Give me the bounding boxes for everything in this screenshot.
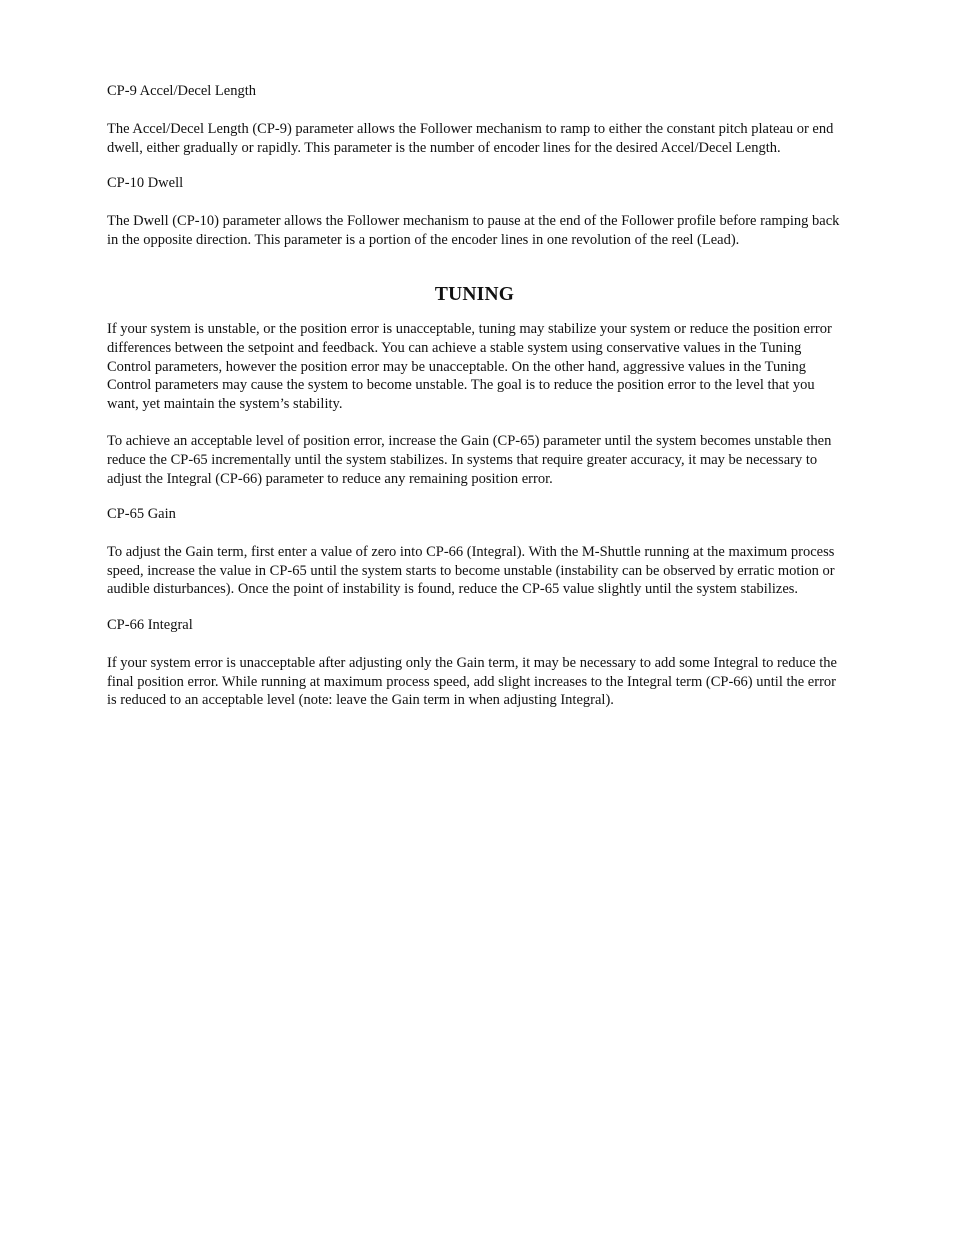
- cp9-paragraph: The Accel/Decel Length (CP-9) parameter allows the Follower mechanism to ramp to either the constant pitch plateau or end dwell, either gradually or rapidly. This parameter is the number of encoder lines for the desired Accel/Decel Length.: [107, 121, 834, 156]
- cp65-paragraph: To adjust the Gain term, first enter a value of zero into CP-66 (Integral). With the M-Shuttle running at the maximum process speed, increase the value in CP-65 until the system starts to become unstable (instability can be observed by erratic motion or audible disturbances). Once the point of instability is found, reduce the CP-65 value slightly until the system stabilizes.: [107, 544, 835, 598]
- tuning-intro-paragraph-1: If your system is unstable, or the position error is unacceptable, tuning may stabilize your system or reduce the position error differences between the setpoint and feedback. You can achieve a stable system using conservative values in the Tuning Control parameters, however the position error may be unacceptable. On the other hand, aggressive values in the Tuning Control parameters may cause the system to become unstable. The goal is to reduce the position error to the level that you want, yet maintain the system’s stability.: [107, 321, 832, 412]
- cp65-heading: CP-65 Gain: [107, 506, 176, 523]
- cp10-paragraph: The Dwell (CP-10) parameter allows the Follower mechanism to pause at the end of the Follower profile before ramping back in the opposite direction. This parameter is a portion of the encoder lines in one revolution of the reel (Lead).: [107, 213, 840, 248]
- tuning-title: TUNING: [434, 284, 515, 306]
- tuning-intro-paragraph-2: To achieve an acceptable level of position error, increase the Gain (CP-65) parameter until the system becomes unstable then reduce the CP-65 incrementally until the system stabilizes. In systems that require greater accuracy, it may be necessary to adjust the Integral (CP-66) parameter to reduce any remaining position error.: [107, 433, 832, 487]
- cp9-heading: CP-9 Accel/Decel Length: [107, 83, 256, 99]
- cp66-paragraph: If your system error is unacceptable after adjusting only the Gain term, it may be necessary to add some Integral to reduce the final position error. While running at maximum process speed, add slight increases to the Integral term (CP-66) until the error is reduced to an acceptable level (note: leave the Gain term in when adjusting Integral).: [107, 654, 837, 709]
- cp66-heading: CP-66 Integral: [107, 616, 193, 633]
- cp10-heading: CP-10 Dwell: [107, 175, 184, 192]
- document-page: [107, 80, 842, 710]
